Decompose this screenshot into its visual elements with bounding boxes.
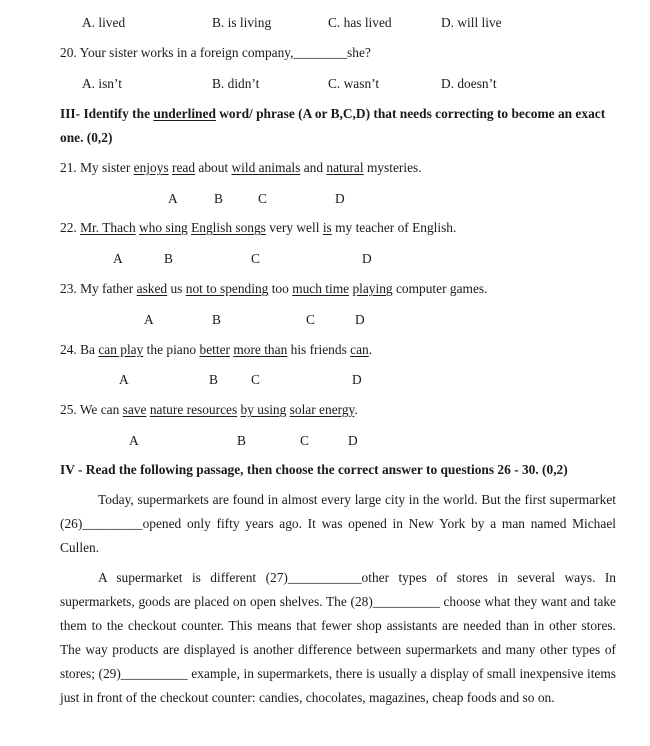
q24-label-b: B xyxy=(209,372,218,387)
passage-paragraph-2: A supermarket is different (27)___________other types of stores in several ways. In supermarkets, goods are placed on open shelves. The (28)__________ choose what they want and take them to the checkout counter. This means that fewer shop assistants are needed than in other stores. The way products are displayed is another difference between supermarkets and many other types of stores; (29)__________ example, in supermarkets, there is usually a display of small inexpensive items just in front of the checkout counter: candies, chocolates, magazines, cheap foods and so on. xyxy=(60,570,616,705)
q24-text: his friends xyxy=(290,342,347,357)
q24-label-c: C xyxy=(251,372,260,387)
question-21 xyxy=(60,160,422,176)
q21-part-d: natural xyxy=(326,160,364,175)
q24-label-d: D xyxy=(352,372,362,387)
q23-text: too xyxy=(271,281,289,296)
q25-part-d: solar energy xyxy=(289,402,355,417)
q22-text: my teacher of English. xyxy=(335,220,457,235)
q21-label-d: D xyxy=(335,191,345,206)
question-23 xyxy=(60,281,487,297)
question-22 xyxy=(60,220,456,236)
q23-text: computer games. xyxy=(395,281,488,296)
q19-option-a: A. lived xyxy=(82,15,126,30)
q25-part-c: by using xyxy=(240,402,287,417)
section-3-heading-line2: one. (0,2) xyxy=(60,130,113,145)
q21-part-c: wild animals xyxy=(231,160,301,175)
question-20 xyxy=(60,45,371,61)
q21-part-a: enjoys xyxy=(133,160,169,175)
q25-label-a: A xyxy=(129,433,139,448)
q19-option-c: C. has lived xyxy=(328,15,392,30)
q22-label-a: A xyxy=(113,251,123,266)
q22-label-d: D xyxy=(362,251,372,266)
q20-blank: ________ xyxy=(293,45,348,60)
q24-part-a: can play xyxy=(98,342,144,357)
q20-number: 20. xyxy=(60,45,77,60)
q23-text: us xyxy=(170,281,183,296)
q23-part-c: much time xyxy=(292,281,350,296)
q21-label-a: A xyxy=(168,191,178,206)
q25-label-d: D xyxy=(348,433,358,448)
q22-part-a: Mr. Thach xyxy=(80,220,136,235)
q21-text: mysteries. xyxy=(366,160,422,175)
q24-text: . xyxy=(368,342,373,357)
q23-part-b: not to spending xyxy=(185,281,269,296)
q24-part-d: can xyxy=(350,342,369,357)
section-3-lead: III- Identify the xyxy=(60,106,151,121)
q25-text: . xyxy=(354,402,358,417)
q20-option-a: A. isn’t xyxy=(82,76,122,91)
q20-text-end: she? xyxy=(347,45,371,60)
q22-label-c: C xyxy=(251,251,260,266)
question-25 xyxy=(60,402,358,418)
q22-part-c: English songs xyxy=(191,220,266,235)
q19-option-d: D. will live xyxy=(441,15,502,30)
q20-option-b: B. didn’t xyxy=(212,76,260,91)
q24-label-a: A xyxy=(119,372,129,387)
q21-label-c: C xyxy=(258,191,267,206)
q21-text: about xyxy=(198,160,229,175)
q21-part-b: read xyxy=(172,160,196,175)
section-3-underlined-word: underlined xyxy=(153,106,216,121)
q25-part-b: nature resources xyxy=(149,402,238,417)
q25-number: 25. We can xyxy=(60,402,120,417)
q23-part-a: asked xyxy=(136,281,168,296)
q22-number: 22. xyxy=(60,220,77,235)
q19-option-b: B. is living xyxy=(212,15,272,30)
q24-number: 24. Ba xyxy=(60,342,95,357)
q24-text: the piano xyxy=(146,342,197,357)
q25-label-b: B xyxy=(237,433,246,448)
q22-part-d: is xyxy=(322,220,332,235)
q23-number: 23. My father xyxy=(60,281,134,296)
question-24 xyxy=(60,342,372,358)
q23-label-a: A xyxy=(144,312,154,327)
q20-option-d: D. doesn’t xyxy=(441,76,497,91)
q21-text: and xyxy=(303,160,324,175)
q24-part-b: better xyxy=(199,342,230,357)
reading-passage xyxy=(60,488,616,710)
q22-text: very well xyxy=(269,220,320,235)
section-4-heading: IV - Read the following passage, then choose the correct answer to questions 26 - 30. (0,2) xyxy=(60,462,568,477)
q22-part-b: who sing xyxy=(139,220,188,235)
section-3-rest: word/ phrase (A or B,C,D) that needs correcting to become an exact xyxy=(219,106,606,121)
q21-number: 21. My sister xyxy=(60,160,131,175)
q24-part-c: more than xyxy=(233,342,288,357)
q23-label-b: B xyxy=(212,312,221,327)
q20-text: Your sister works in a foreign company, xyxy=(79,45,294,60)
passage-paragraph-1: Today, supermarkets are found in almost every large city in the world. But the first supermarket (26)_________opened only fifty years ago. It was opened in New York by a man named Michael Cullen. xyxy=(60,492,616,555)
q23-part-d: playing xyxy=(352,281,393,296)
q20-option-c: C. wasn’t xyxy=(328,76,380,91)
q25-part-a: save xyxy=(122,402,147,417)
q25-label-c: C xyxy=(300,433,309,448)
section-3-heading xyxy=(60,106,605,122)
q23-label-c: C xyxy=(306,312,315,327)
q22-label-b: B xyxy=(164,251,173,266)
q21-label-b: B xyxy=(214,191,223,206)
q23-label-d: D xyxy=(355,312,365,327)
